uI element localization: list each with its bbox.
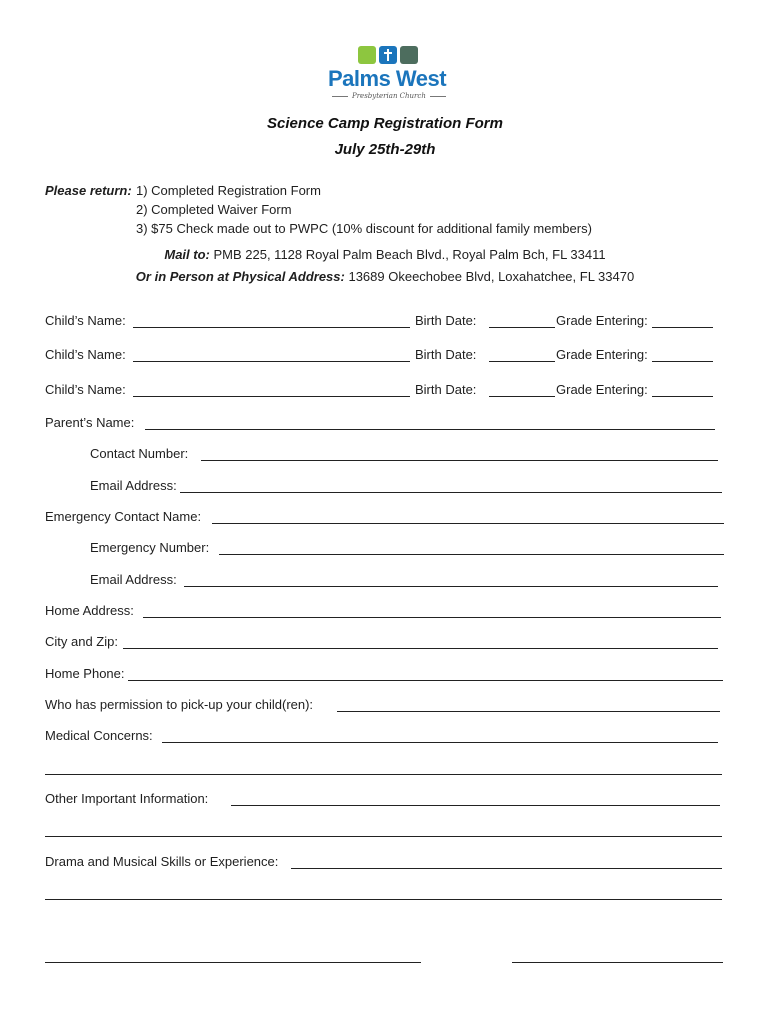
child-name-field-2[interactable] — [133, 361, 410, 362]
child-name-field-3[interactable] — [133, 396, 410, 397]
email-address-field-2[interactable] — [184, 586, 718, 587]
email-address-label-2: Email Address: — [90, 572, 177, 587]
birth-date-label-3: Birth Date: — [415, 382, 477, 397]
return-item-2: 2) Completed Waiver Form — [136, 202, 292, 217]
drama-music-field-2[interactable] — [45, 899, 722, 900]
contact-number-label: Contact Number: — [90, 446, 189, 461]
in-person-label: Or in Person at Physical Address: — [135, 269, 345, 284]
logo-subtitle: Presbyterian Church — [328, 92, 446, 100]
signature-line[interactable] — [45, 962, 421, 963]
pickup-permission-field[interactable] — [337, 711, 720, 712]
emergency-contact-label: Emergency Contact Name: — [45, 509, 202, 524]
birth-date-field-3[interactable] — [489, 396, 555, 397]
mail-to-address: PMB 225, 1128 Royal Palm Beach Blvd., Royal Palm Bch, FL 33411 — [213, 247, 606, 262]
emergency-number-label: Emergency Number: — [90, 540, 210, 555]
email-address-label-1: Email Address: — [90, 478, 177, 493]
cross-icon — [379, 46, 397, 64]
grade-entering-field-2[interactable] — [652, 361, 713, 362]
return-item-1: 1) Completed Registration Form — [136, 183, 321, 198]
grade-entering-label-2: Grade Entering: — [556, 347, 648, 362]
child-name-label-2: Child’s Name: — [45, 347, 126, 362]
grade-entering-field-3[interactable] — [652, 396, 713, 397]
emergency-contact-field[interactable] — [212, 523, 724, 524]
mail-to-line — [0, 247, 770, 262]
home-phone-label: Home Phone: — [45, 666, 125, 681]
home-phone-field[interactable] — [128, 680, 723, 681]
birth-date-field-1[interactable] — [489, 327, 555, 328]
logo-name: Palms West — [328, 66, 447, 91]
grade-entering-label-1: Grade Entering: — [556, 313, 648, 328]
globe-icon — [400, 46, 418, 64]
city-zip-field[interactable] — [123, 648, 718, 649]
form-title: Science Camp Registration Form — [267, 115, 503, 132]
medical-concerns-field[interactable] — [162, 742, 718, 743]
birth-date-label-1: Birth Date: — [415, 313, 477, 328]
pickup-permission-label: Who has permission to pick-up your child(ren): — [45, 697, 314, 712]
child-name-label-1: Child’s Name: — [45, 313, 126, 328]
medical-concerns-label: Medical Concerns: — [45, 728, 153, 743]
grade-entering-label-3: Grade Entering: — [556, 382, 648, 397]
city-zip-label: City and Zip: — [45, 634, 118, 649]
child-name-label-3: Child’s Name: — [45, 382, 126, 397]
contact-number-field[interactable] — [201, 460, 718, 461]
email-address-field-1[interactable] — [180, 492, 722, 493]
return-item-3: 3) $75 Check made out to PWPC (10% discount for additional family members) — [136, 221, 592, 236]
form-dates: July 25th-29th — [334, 141, 436, 158]
church-logo — [328, 46, 446, 108]
parent-name-label: Parent’s Name: — [45, 415, 135, 430]
date-line[interactable] — [512, 962, 723, 963]
drama-music-label: Drama and Musical Skills or Experience: — [45, 854, 279, 869]
leaf-icon — [358, 46, 376, 64]
grade-entering-field-1[interactable] — [652, 327, 713, 328]
emergency-number-field[interactable] — [219, 554, 724, 555]
other-info-label: Other Important Information: — [45, 791, 209, 806]
mail-to-label: Mail to: — [164, 247, 210, 262]
birth-date-label-2: Birth Date: — [415, 347, 477, 362]
home-address-label: Home Address: — [45, 603, 134, 618]
parent-name-field[interactable] — [145, 429, 715, 430]
medical-concerns-field-2[interactable] — [45, 774, 722, 775]
return-label: Please return: — [45, 183, 132, 198]
birth-date-field-2[interactable] — [489, 361, 555, 362]
in-person-line — [0, 269, 770, 284]
other-info-field-2[interactable] — [45, 836, 722, 837]
home-address-field[interactable] — [143, 617, 721, 618]
child-name-field-1[interactable] — [133, 327, 410, 328]
drama-music-field[interactable] — [291, 868, 722, 869]
in-person-address: 13689 Okeechobee Blvd, Loxahatchee, FL 33470 — [348, 269, 635, 284]
logo-icons — [358, 46, 418, 64]
other-info-field[interactable] — [231, 805, 720, 806]
